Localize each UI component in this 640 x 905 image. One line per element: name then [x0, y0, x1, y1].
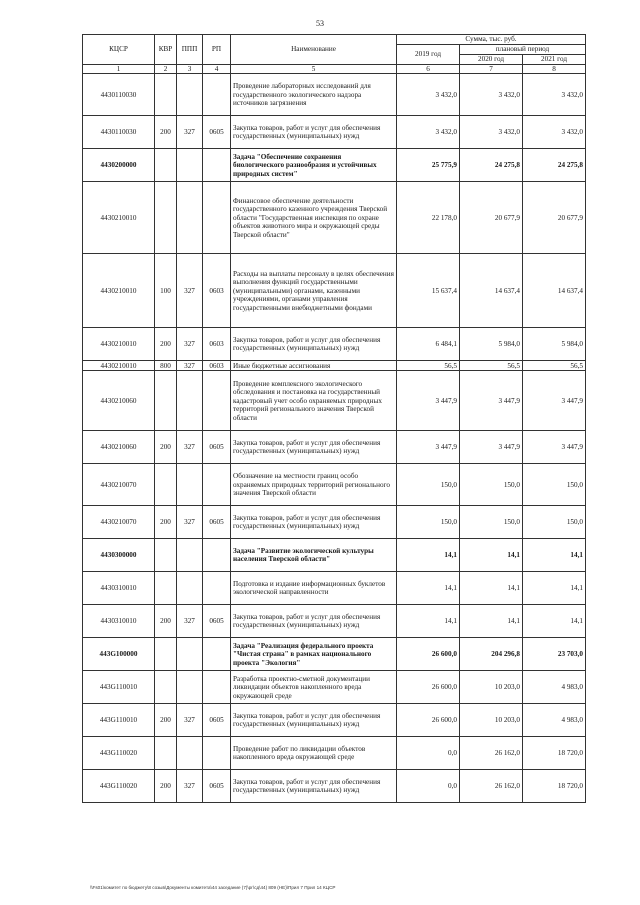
cell-kvr [155, 74, 177, 116]
cell-kvr [155, 539, 177, 572]
cell-kvr [155, 737, 177, 770]
cell-name: Разработка проектно-сметной документации ликвидации объектов накопленного вреда окружающей среде [231, 671, 397, 704]
cell-amount-2020: 14,1 [460, 539, 523, 572]
cell-ppp: 327 [177, 506, 203, 539]
column-index: 7 [460, 65, 523, 74]
header-rp: РП [203, 35, 231, 65]
cell-amount-2019: 25 775,9 [397, 149, 460, 182]
cell-amount-2019: 56,5 [397, 361, 460, 371]
table-row [83, 149, 586, 182]
table-row [83, 737, 586, 770]
table-row [83, 74, 586, 116]
cell-kcsr: 4430210010 [83, 254, 155, 328]
cell-amount-2020: 20 677,9 [460, 182, 523, 254]
column-index: 5 [231, 65, 397, 74]
cell-name: Иные бюджетные ассигнования [231, 361, 397, 371]
cell-amount-2021: 18 720,0 [523, 737, 586, 770]
cell-kcsr: 4430200000 [83, 149, 155, 182]
header-ppp: ППП [177, 35, 203, 65]
table-row [83, 638, 586, 671]
cell-kvr [155, 671, 177, 704]
cell-amount-2021: 14,1 [523, 605, 586, 638]
cell-amount-2019: 150,0 [397, 506, 460, 539]
cell-name: Проведение лабораторных исследований для государственного экологического надзора источников загрязнения [231, 74, 397, 116]
cell-amount-2021: 3 432,0 [523, 74, 586, 116]
cell-kvr [155, 371, 177, 431]
cell-ppp [177, 74, 203, 116]
cell-amount-2020: 3 432,0 [460, 116, 523, 149]
table-row [83, 605, 586, 638]
cell-kcsr: 443G110010 [83, 704, 155, 737]
column-index: 6 [397, 65, 460, 74]
cell-amount-2020: 3 432,0 [460, 74, 523, 116]
cell-amount-2020: 14,1 [460, 572, 523, 605]
cell-amount-2019: 22 178,0 [397, 182, 460, 254]
cell-kcsr: 4430210010 [83, 328, 155, 361]
cell-amount-2019: 14,1 [397, 605, 460, 638]
cell-amount-2021: 14,1 [523, 539, 586, 572]
cell-kcsr: 4430210070 [83, 506, 155, 539]
cell-amount-2020: 56,5 [460, 361, 523, 371]
cell-name: Закупка товаров, работ и услуг для обеспечения государственных (муниципальных) нужд [231, 116, 397, 149]
cell-amount-2020: 10 203,0 [460, 704, 523, 737]
cell-amount-2021: 20 677,9 [523, 182, 586, 254]
cell-rp [203, 182, 231, 254]
header-kcsr: КЦСР [83, 35, 155, 65]
cell-kcsr: 443G110010 [83, 671, 155, 704]
cell-amount-2019: 3 432,0 [397, 116, 460, 149]
cell-kvr: 100 [155, 254, 177, 328]
column-index: 8 [523, 65, 586, 74]
cell-rp [203, 371, 231, 431]
cell-name: Проведение работ по ликвидации объектов накопленного вреда окружающей среде [231, 737, 397, 770]
cell-amount-2020: 3 447,9 [460, 431, 523, 464]
cell-amount-2020: 3 447,9 [460, 371, 523, 431]
cell-kvr [155, 182, 177, 254]
table-row [83, 704, 586, 737]
cell-rp: 0605 [203, 116, 231, 149]
cell-name: Закупка товаров, работ и услуг для обеспечения государственных (муниципальных) нужд [231, 704, 397, 737]
header-sum: Сумма, тыс. руб. [397, 35, 586, 45]
cell-ppp: 327 [177, 605, 203, 638]
cell-ppp [177, 371, 203, 431]
cell-amount-2021: 3 447,9 [523, 431, 586, 464]
cell-name: Задача "Реализация федерального проекта "Чистая страна" в рамках национального проекта "Экология" [231, 638, 397, 671]
cell-amount-2021: 4 983,0 [523, 671, 586, 704]
cell-rp [203, 539, 231, 572]
cell-amount-2020: 26 162,0 [460, 770, 523, 803]
cell-kcsr: 443G110020 [83, 770, 155, 803]
cell-kvr: 200 [155, 704, 177, 737]
cell-amount-2019: 6 484,1 [397, 328, 460, 361]
cell-kcsr: 4430210060 [83, 431, 155, 464]
header-2020: 2020 год [460, 55, 523, 65]
table-row [83, 671, 586, 704]
cell-ppp: 327 [177, 431, 203, 464]
table-row [83, 464, 586, 506]
cell-amount-2020: 150,0 [460, 506, 523, 539]
cell-name: Закупка товаров, работ и услуг для обеспечения государственных (муниципальных) нужд [231, 328, 397, 361]
cell-amount-2020: 150,0 [460, 464, 523, 506]
cell-amount-2019: 0,0 [397, 737, 460, 770]
cell-amount-2021: 5 984,0 [523, 328, 586, 361]
cell-name: Закупка товаров, работ и услуг для обеспечения государственных (муниципальных) нужд [231, 770, 397, 803]
cell-kvr: 200 [155, 328, 177, 361]
cell-amount-2019: 26 600,0 [397, 704, 460, 737]
cell-name: Подготовка и издание информационных буклетов экологической направленности [231, 572, 397, 605]
table-row [83, 328, 586, 361]
cell-kvr: 200 [155, 506, 177, 539]
cell-rp [203, 74, 231, 116]
cell-amount-2021: 150,0 [523, 464, 586, 506]
cell-kvr [155, 638, 177, 671]
table-row [83, 182, 586, 254]
cell-amount-2019: 14,1 [397, 539, 460, 572]
cell-kcsr: 4430210010 [83, 182, 155, 254]
cell-kcsr: 443G100000 [83, 638, 155, 671]
cell-name: Проведение комплексного экологического обследования и постановка на государственный кадастровый учет особо охраняемых природных территорий регионального значения Тверской области [231, 371, 397, 431]
cell-name: Расходы на выплаты персоналу в целях обеспечения выполнения функций государственными (муниципальными) органами, казенными учреждениями, органами управления государственными внебюджетными фондами [231, 254, 397, 328]
cell-amount-2021: 3 432,0 [523, 116, 586, 149]
header-2021: 2021 год [523, 55, 586, 65]
cell-amount-2019: 3 447,9 [397, 371, 460, 431]
cell-kcsr: 4430110030 [83, 116, 155, 149]
cell-rp [203, 464, 231, 506]
cell-kvr [155, 464, 177, 506]
cell-rp [203, 149, 231, 182]
cell-ppp [177, 572, 203, 605]
column-index: 1 [83, 65, 155, 74]
header-2019: 2019 год [397, 45, 460, 65]
cell-ppp [177, 539, 203, 572]
table-row [83, 539, 586, 572]
cell-kvr [155, 572, 177, 605]
cell-name: Финансовое обеспечение деятельности государственного казенного учреждения Тверской области "Государственная инспекция по охране объектов животного мира и окружающей среды Тверской области" [231, 182, 397, 254]
cell-amount-2021: 14 637,4 [523, 254, 586, 328]
cell-amount-2020: 26 162,0 [460, 737, 523, 770]
cell-ppp [177, 149, 203, 182]
table-row [83, 371, 586, 431]
cell-ppp: 327 [177, 770, 203, 803]
cell-amount-2019: 26 600,0 [397, 638, 460, 671]
table-row [83, 572, 586, 605]
page-number: 53 [316, 19, 324, 28]
cell-amount-2021: 4 983,0 [523, 704, 586, 737]
table-row [83, 506, 586, 539]
cell-kcsr: 4430310010 [83, 572, 155, 605]
cell-name: Задача "Развитие экологической культуры населения Тверской области" [231, 539, 397, 572]
cell-rp: 0605 [203, 506, 231, 539]
cell-amount-2021: 150,0 [523, 506, 586, 539]
column-index: 3 [177, 65, 203, 74]
cell-amount-2019: 15 637,4 [397, 254, 460, 328]
cell-kcsr: 443G110020 [83, 737, 155, 770]
cell-amount-2020: 5 984,0 [460, 328, 523, 361]
cell-ppp [177, 737, 203, 770]
cell-rp: 0605 [203, 770, 231, 803]
cell-kcsr: 4430110030 [83, 74, 155, 116]
table-row [83, 770, 586, 803]
cell-kvr: 800 [155, 361, 177, 371]
table-row [83, 254, 586, 328]
cell-ppp: 327 [177, 254, 203, 328]
cell-kcsr: 4430210010 [83, 361, 155, 371]
cell-rp [203, 638, 231, 671]
cell-amount-2020: 204 296,8 [460, 638, 523, 671]
cell-amount-2019: 14,1 [397, 572, 460, 605]
cell-rp: 0603 [203, 361, 231, 371]
cell-amount-2020: 24 275,8 [460, 149, 523, 182]
cell-amount-2019: 3 432,0 [397, 74, 460, 116]
header-planned: плановый период [460, 45, 586, 55]
table-row [83, 361, 586, 371]
cell-rp: 0605 [203, 605, 231, 638]
table-row [83, 431, 586, 464]
cell-amount-2020: 14,1 [460, 605, 523, 638]
cell-amount-2021: 18 720,0 [523, 770, 586, 803]
cell-amount-2020: 14 637,4 [460, 254, 523, 328]
cell-kcsr: 4430300000 [83, 539, 155, 572]
cell-kvr: 200 [155, 770, 177, 803]
budget-table [82, 34, 586, 803]
cell-kcsr: 4430210070 [83, 464, 155, 506]
cell-ppp: 327 [177, 704, 203, 737]
cell-amount-2019: 3 447,9 [397, 431, 460, 464]
cell-ppp [177, 671, 203, 704]
cell-kvr: 200 [155, 605, 177, 638]
cell-ppp: 327 [177, 116, 203, 149]
cell-name: Закупка товаров, работ и услуг для обеспечения государственных (муниципальных) нужд [231, 431, 397, 464]
cell-ppp: 327 [177, 361, 203, 371]
cell-rp [203, 737, 231, 770]
table-body [83, 74, 586, 803]
cell-kvr: 200 [155, 431, 177, 464]
cell-name: Закупка товаров, работ и услуг для обеспечения государственных (муниципальных) нужд [231, 506, 397, 539]
cell-amount-2019: 26 600,0 [397, 671, 460, 704]
header-name: Наименование [231, 35, 397, 65]
cell-rp [203, 572, 231, 605]
cell-kvr: 200 [155, 116, 177, 149]
cell-rp [203, 671, 231, 704]
cell-amount-2019: 150,0 [397, 464, 460, 506]
cell-kcsr: 4430310010 [83, 605, 155, 638]
cell-name: Закупка товаров, работ и услуг для обеспечения государственных (муниципальных) нужд [231, 605, 397, 638]
cell-ppp [177, 182, 203, 254]
cell-name: Задача "Обеспечение сохранения биологического разнообразия и устойчивых природных систем" [231, 149, 397, 182]
column-index: 4 [203, 65, 231, 74]
cell-amount-2021: 14,1 [523, 572, 586, 605]
cell-kvr [155, 149, 177, 182]
footer-file-path: \\Fs01\комитет по бюджету\8 созыв\Документы комитета\44 заседание (7)\рг\сд\44) 809 (НЕ)\Прил 7 Прил 14 КЦСР [90, 885, 336, 890]
cell-ppp: 327 [177, 328, 203, 361]
cell-kcsr: 4430210060 [83, 371, 155, 431]
cell-amount-2021: 24 275,8 [523, 149, 586, 182]
table-row [83, 116, 586, 149]
cell-amount-2020: 10 203,0 [460, 671, 523, 704]
cell-ppp [177, 464, 203, 506]
cell-amount-2021: 23 703,0 [523, 638, 586, 671]
header-kvr: КВР [155, 35, 177, 65]
cell-amount-2021: 3 447,9 [523, 371, 586, 431]
column-index-row [83, 65, 586, 74]
cell-ppp [177, 638, 203, 671]
cell-amount-2019: 0,0 [397, 770, 460, 803]
cell-rp: 0603 [203, 328, 231, 361]
cell-amount-2021: 56,5 [523, 361, 586, 371]
column-index: 2 [155, 65, 177, 74]
cell-name: Обозначение на местности границ особо охраняемых природных территорий регионального значения Тверской области [231, 464, 397, 506]
cell-rp: 0603 [203, 254, 231, 328]
cell-rp: 0605 [203, 431, 231, 464]
cell-rp: 0605 [203, 704, 231, 737]
